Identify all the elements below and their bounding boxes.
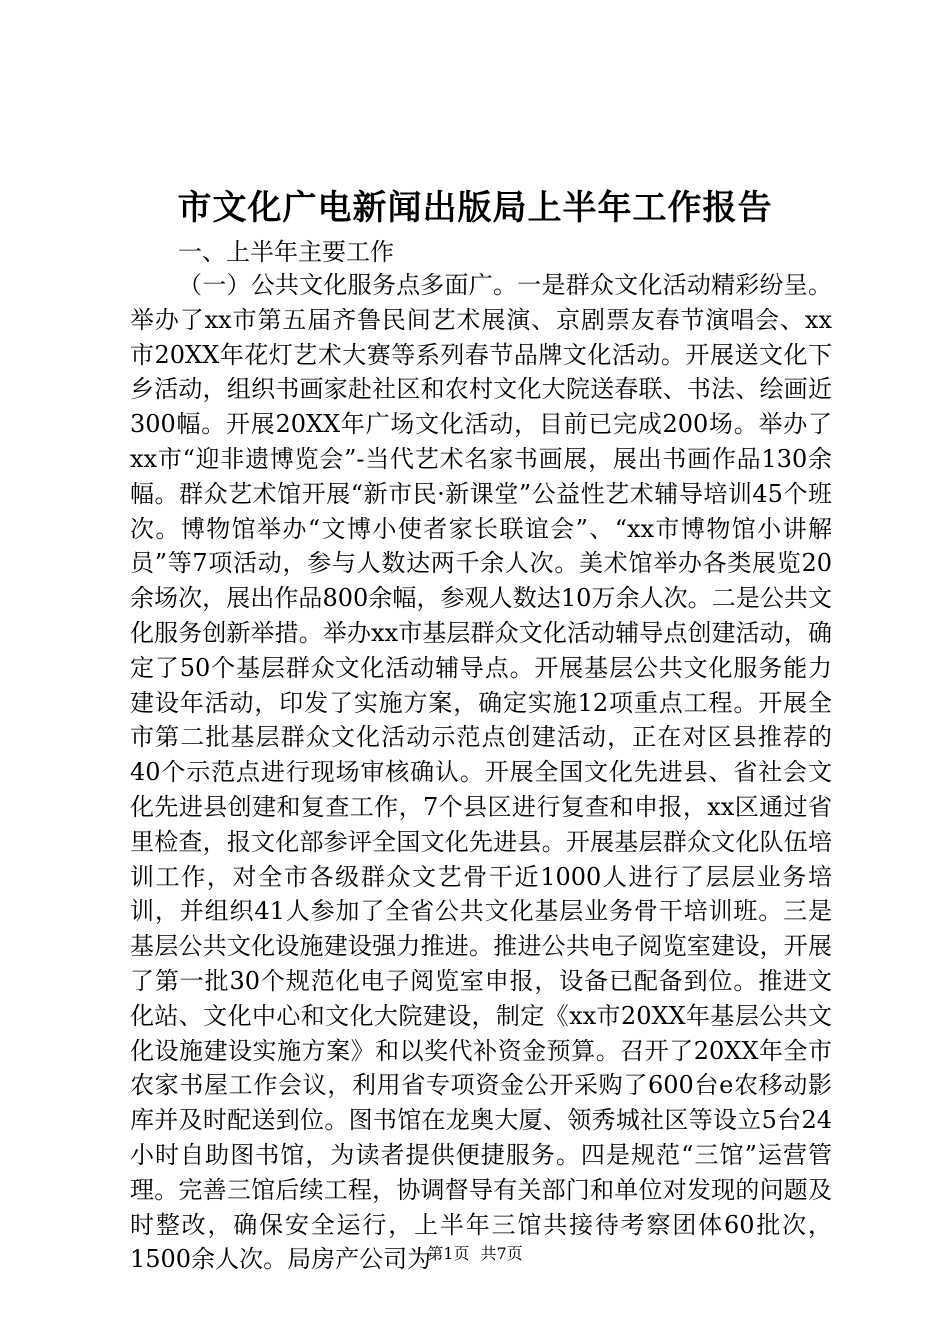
document-title: 市文化广电新闻出版局上半年工作报告 (177, 188, 773, 228)
body-paragraph: （一）公共文化服务点多面广。一是群众文化活动精彩纷呈。举办了xx市第五届齐鲁民间艺术展演、京剧票友春节演唱会、xx市20XX年花灯艺术大赛等系列春节品牌文化活动。开展送文化下乡活动，组织书画家赴社区和农村文化大院送春联、书法、绘画近300幅。开展20XX年广场文化活动，目前已完成200场。举办了xx市“迎非遗博览会”-当代艺术名家书画展，展出书画作品130余幅。群众艺术馆开展“新市民·新课堂”公益性艺术辅导培训45个班次。博物馆举办“文博小使者家长联谊会”、“xx市博物馆小讲解员”等7项活动，参与人数达两千余人次。美术馆举办各类展览20余场次，展出作品800余幅，参观人数达10万余人次。二是公共文化服务创新举措。举办xx市基层群众文化活动辅导点创建活动，确定了50个基层群众文化活动辅导点。开展基层公共文化服务能力建设年活动，印发了实施方案，确定实施12项重点工程。开展全市第二批基层群众文化活动示范点创建活动，正在对区县推荐的40个示范点进行现场审核确认。开展全国文化先进县、省社会文化先进县创建和复查工作，7个县区进行复查和申报，xx区通过省里检查，报文化部参评全国文化先进县。开展基层群众文化队伍培训工作，对全市各级群众文艺骨干近1000人进行了层层业务培训，并组织41人参加了全省公共文化基层业务骨干培训班。三是基层公共文化设施建设强力推进。推进公共电子阅览室建设，开展了第一批30个规范化电子阅览室申报，设备已配备到位。推进文化站、文化中心和文化大院建设，制定《xx市20XX年基层公共文化设施建设实施方案》和以奖代补资金预算。召开了20XX年全市农家书屋工作会议，利用省专项资金公开采购了600台e农移动影库并及时配送到位。图书馆在龙奥大厦、领秀城社区等设立5台24小时自助图书馆，为读者提供便捷服务。四是规范“三馆”运营管理。完善三馆后续工程，协调督导有关部门和单位对发现的问题及时整改，确保安全运行，上半年三馆共接待考察团体60批次，1500余人次。局房产公司为 (130, 271, 832, 1274)
page-footer (0, 1244, 950, 1264)
page-number: 第1页 (427, 1244, 470, 1263)
section-heading: 一、上半年主要工作 (178, 238, 394, 266)
page-total: 共7页 (480, 1244, 523, 1263)
